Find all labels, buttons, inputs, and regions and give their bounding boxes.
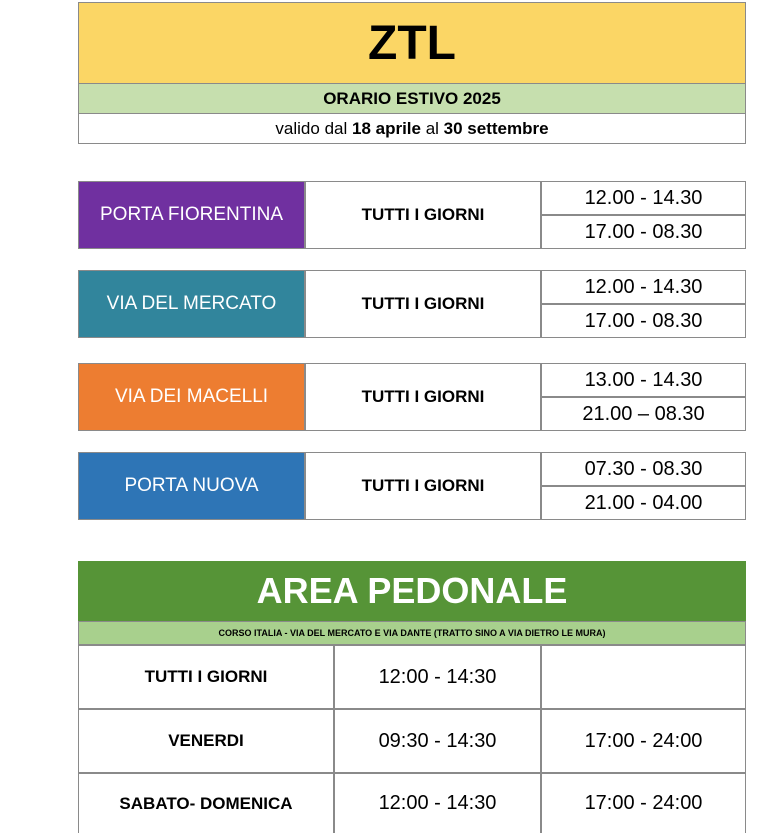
pedestrian-time-slot-1: 12:00 - 14:30 — [334, 773, 541, 833]
pedestrian-time-slot-1: 12:00 - 14:30 — [334, 645, 541, 709]
validity-mid: al — [420, 118, 444, 138]
zone-time-slot-1: 13.00 - 14.30 — [541, 363, 746, 397]
pedestrian-area-title: AREA PEDONALE — [78, 561, 746, 621]
pedestrian-area-streets: CORSO ITALIA - VIA DEL MERCATO E VIA DANTE (TRATTO SINO A VIA DIETRO LE MURA) — [78, 621, 746, 645]
zone-time-slot-2: 17.00 - 08.30 — [541, 215, 746, 249]
zone-time-slot-1: 12.00 - 14.30 — [541, 270, 746, 304]
validity-start-date: 18 aprile — [351, 118, 421, 138]
zone-time-slot-2: 17.00 - 08.30 — [541, 304, 746, 338]
zone-name-porta-nuova: PORTA NUOVA — [78, 452, 305, 520]
pedestrian-day-label: VENERDI — [78, 709, 334, 773]
validity-prefix: valido dal — [275, 118, 352, 138]
ztl-title: ZTL — [78, 2, 746, 84]
pedestrian-time-slot-2: 17:00 - 24:00 — [541, 709, 746, 773]
pedestrian-time-slot-2: 17:00 - 24:00 — [541, 773, 746, 833]
zone-time-slot-2: 21.00 - 04.00 — [541, 486, 746, 520]
ztl-subtitle: ORARIO ESTIVO 2025 — [78, 84, 746, 114]
pedestrian-time-slot-2 — [541, 645, 746, 709]
pedestrian-day-label: SABATO- DOMENICA — [78, 773, 334, 833]
zone-days: TUTTI I GIORNI — [305, 452, 541, 520]
zone-days: TUTTI I GIORNI — [305, 270, 541, 338]
zone-name-porta-fiorentina: PORTA FIORENTINA — [78, 181, 305, 249]
zone-time-slot-1: 12.00 - 14.30 — [541, 181, 746, 215]
pedestrian-time-slot-1: 09:30 - 14:30 — [334, 709, 541, 773]
zone-time-slot-2: 21.00 – 08.30 — [541, 397, 746, 431]
zone-name-via-del-mercato: VIA DEL MERCATO — [78, 270, 305, 338]
zone-time-slot-1: 07.30 - 08.30 — [541, 452, 746, 486]
zone-days: TUTTI I GIORNI — [305, 363, 541, 431]
pedestrian-day-label: TUTTI I GIORNI — [78, 645, 334, 709]
zone-name-via-dei-macelli: VIA DEI MACELLI — [78, 363, 305, 431]
zone-days: TUTTI I GIORNI — [305, 181, 541, 249]
validity-end-date: 30 settembre — [443, 118, 549, 138]
validity-period — [78, 114, 746, 144]
